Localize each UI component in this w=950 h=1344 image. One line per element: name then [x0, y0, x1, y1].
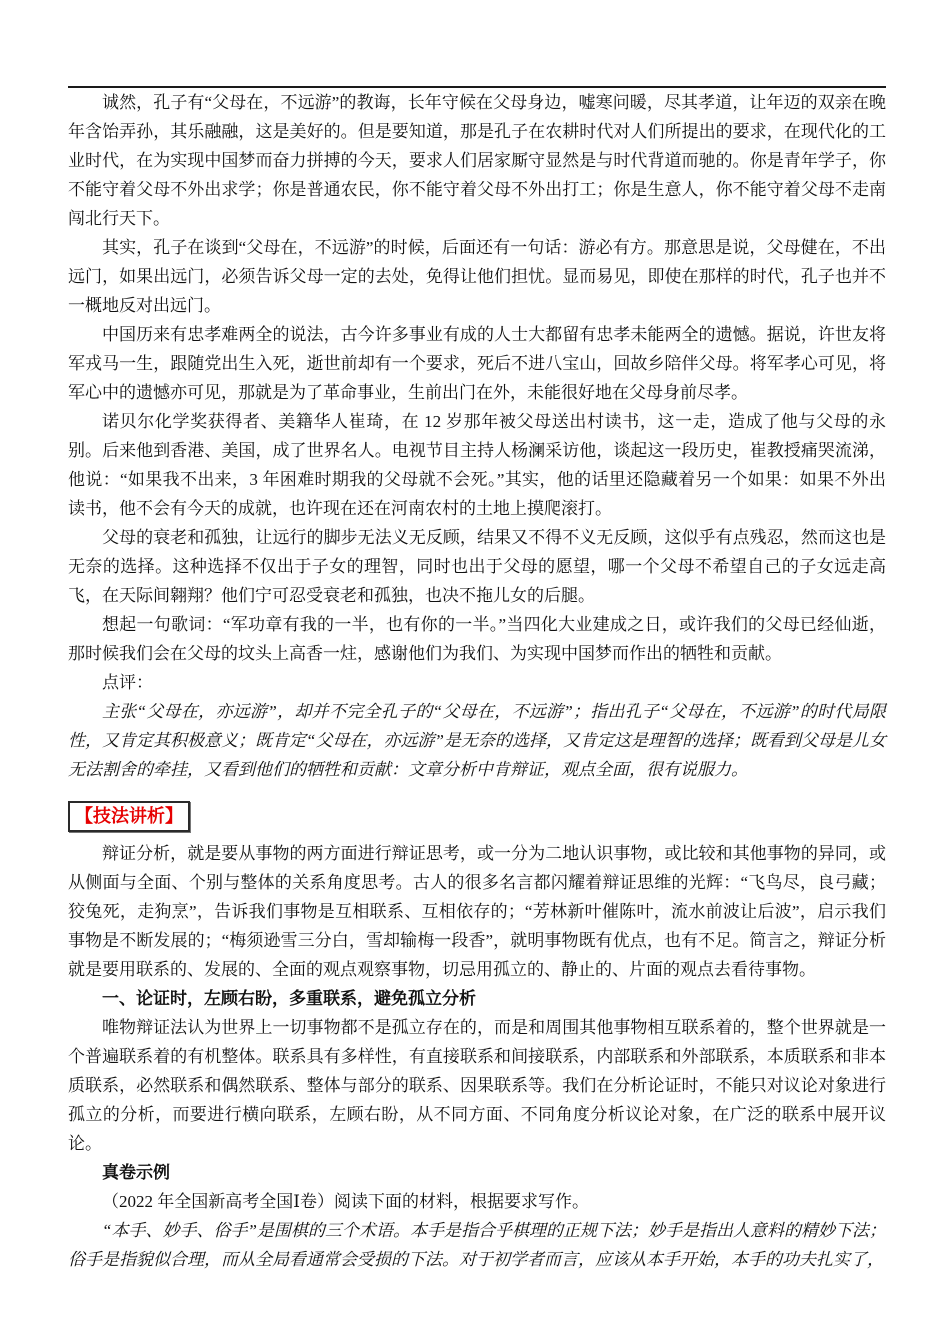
- document-body: [68, 88, 886, 1274]
- essay-paragraph-6: 想起一句歌词：“军功章有我的一半，也有你的一半。”当四化大业建成之日，或许我们的父母已经仙逝，那时候我们会在父母的坟头上高香一炷，感谢他们为我们、为实现中国梦而作出的牺牲和贡献。: [68, 615, 886, 663]
- essay-paragraph-1: 诚然，孔子有“父母在，不远游”的教诲，长年守候在父母身边，嘘寒问暖，尽其孝道，让年迈的双亲在晚年含饴弄孙，其乐融融，这是美好的。但是要知道，那是孔子在农耕时代对人们所提出的要求，在现代化的工业时代，在为实现中国梦而奋力拼搏的今天，要求人们居家厮守显然是与时代背道而驰的。你是青年学子，你不能守着父母不外出求学；你是普通农民，你不能守着父母不外出打工；你是生意人，你不能守着父母不走南闯北行天下。: [68, 93, 886, 228]
- example-source: （2022 年全国新高考全国Ⅰ卷）阅读下面的材料，根据要求写作。: [102, 1192, 589, 1211]
- essay-paragraph-3: 中国历来有忠孝难两全的说法，古今许多事业有成的人士大都留有忠孝未能两全的遗憾。据说，许世友将军戎马一生，跟随党出生入死，逝世前却有一个要求，死后不进八宝山，回故乡陪伴父母。将军孝心可见，将军心中的遗憾亦可见，那就是为了革命事业，生前出门在外，未能很好地在父母身前尽孝。: [68, 325, 886, 402]
- comment-text: 主张“父母在，亦远游”，却并不完全孔子的“父母在，不远游”；指出孔子“父母在，不远游”的时代局限性，又肯定其积极意义；既肯定“父母在，亦远游”是无奈的选择，又肯定这是理智的选择；既看到父母是儿女无法割舍的牵挂，又看到他们的牺牲和贡献：文章分析中肯辩证，观点全面，很有说服力。: [68, 702, 886, 779]
- example-material: “本手、妙手、俗手”是围棋的三个术语。本手是指合乎棋理的正规下法；妙手是指出人意料的精妙下法；俗手是指貌似合理，而从全局看通常会受损的下法。对于初学者而言，应该从本手开始，本手的功夫扎实了，: [68, 1221, 886, 1269]
- comment-label: 点评：: [102, 673, 153, 692]
- technique-intro: 辩证分析，就是要从事物的两方面进行辩证思考，或一分为二地认识事物，或比较和其他事物的异同，或从侧面与全面、个别与整体的关系角度思考。古人的很多名言都闪耀着辩证思维的光辉：“飞鸟尽，良弓藏；狡兔死，走狗烹”，告诉我们事物是互相联系、互相依存的；“芳林新叶催陈叶，流水前波让后波”，启示我们事物是不断发展的；“梅须逊雪三分白，雪却输梅一段香”，就明事物既有优点，也有不足。简言之，辩证分析就是要用联系的、发展的、全面的观点观察事物，切忌用孤立的、静止的、片面的观点去看待事物。: [68, 844, 886, 979]
- section-badge-row: [68, 801, 886, 832]
- example-heading: 真卷示例: [102, 1163, 170, 1182]
- essay-paragraph-5: 父母的衰老和孤独，让远行的脚步无法义无反顾，结果又不得不义无反顾，这似乎有点残忍，然而这也是无奈的选择。这种选择不仅出于子女的理智，同时也出于父母的愿望，哪一个父母不希望自己的子女远走高飞，在天际间翱翔？他们宁可忍受衰老和孤独，也决不拖儿女的后腿。: [68, 528, 886, 605]
- essay-paragraph-2: 其实，孔子在谈到“父母在，不远游”的时候，后面还有一句话：游必有方。那意思是说，父母健在，不出远门，如果出远门，必须告诉父母一定的去处，免得让他们担忧。显而易见，即使在那样的时代，孔子也并不一概地反对出远门。: [68, 238, 886, 315]
- technique-point1-body: 唯物辩证法认为世界上一切事物都不是孤立存在的，而是和周围其他事物相互联系着的，整个世界就是一个普遍联系着的有机整体。联系具有多样性，有直接联系和间接联系，内部联系和外部联系，本质联系和非本质联系，必然联系和偶然联系、整体与部分的联系、因果联系等。我们在分析论证时，不能只对议论对象进行孤立的分析，而要进行横向联系，左顾右盼，从不同方面、不同角度分析议论对象，在广泛的联系中展开议论。: [68, 1018, 886, 1153]
- technique-point1-heading: 一、论证时，左顾右盼，多重联系，避免孤立分析: [102, 989, 476, 1008]
- technique-section-badge: 【技法讲析】: [68, 801, 190, 832]
- essay-paragraph-4: 诺贝尔化学奖获得者、美籍华人崔琦，在 12 岁那年被父母送出村读书，这一走，造成了他与父母的永别。后来他到香港、美国，成了世界名人。电视节目主持人杨澜采访他，谈起这一段历史，崔教授痛哭流涕，他说：“如果我不出来，3 年困难时期我的父母就不会死。”其实，他的话里还隐藏着另一个如果：如果不外出读书，他不会有今天的成就，也许现在还在河南农村的土地上摸爬滚打。: [68, 412, 886, 518]
